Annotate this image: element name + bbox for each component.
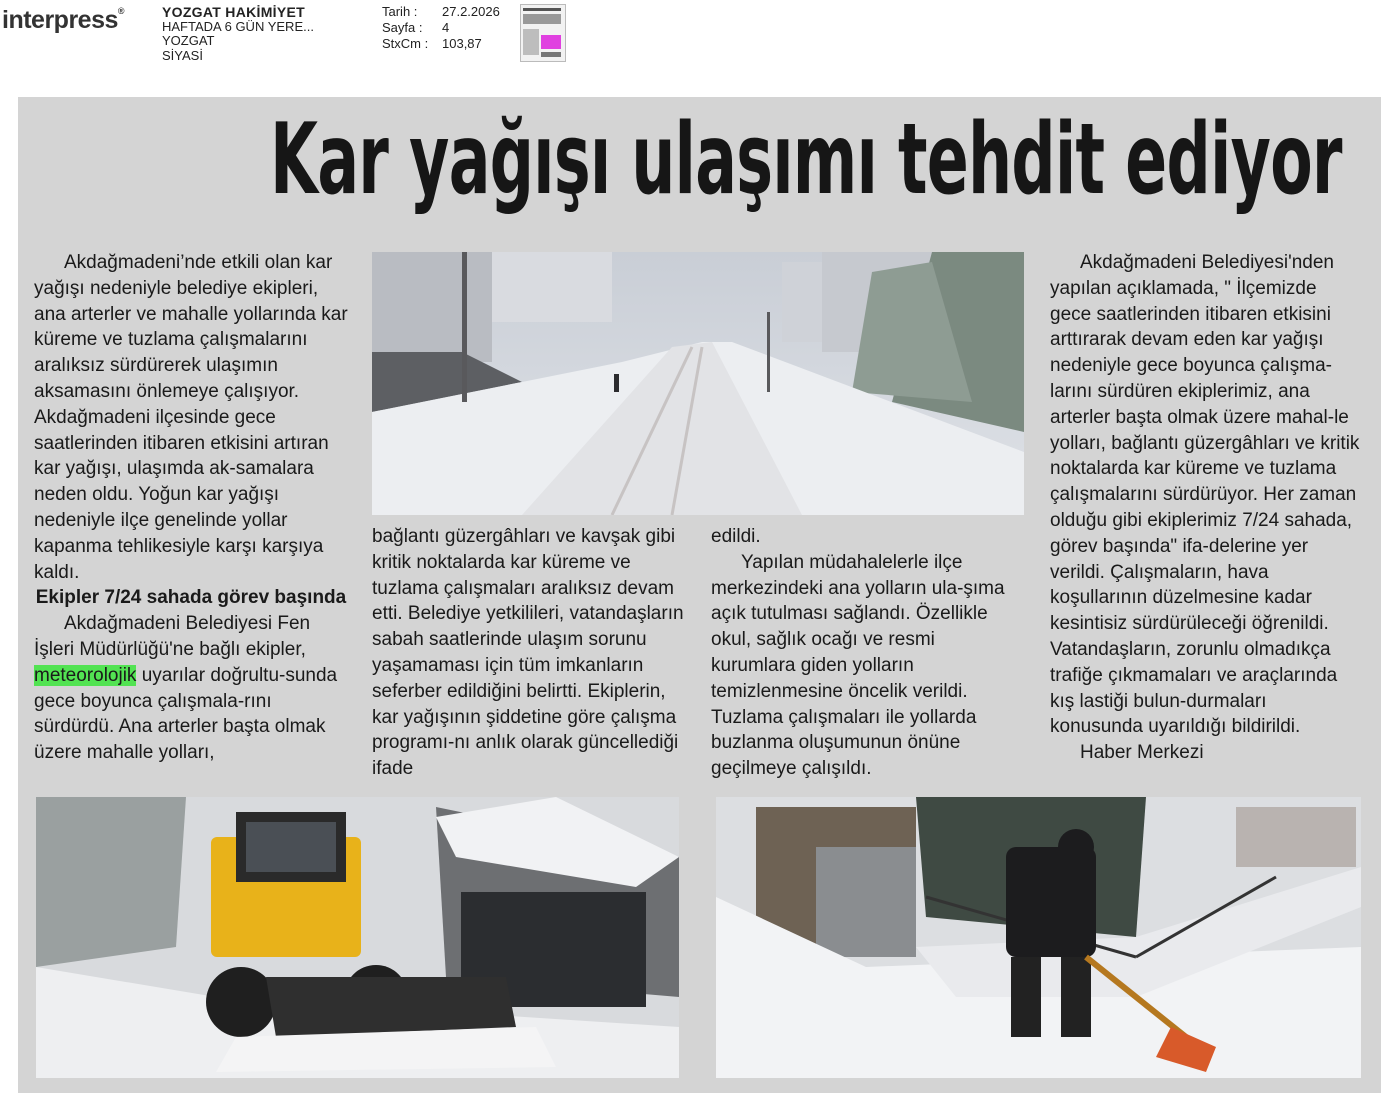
article-column-3 <box>711 524 1021 782</box>
highlighted-keyword: meteorolojik <box>34 664 137 686</box>
clipping-header <box>0 0 1381 90</box>
paper-frequency: HAFTADA 6 GÜN YERE... <box>162 18 314 34</box>
page-value: 4 <box>442 20 450 35</box>
paragraph: edildi. <box>711 526 761 547</box>
article-column-1 <box>34 250 348 766</box>
page-label: Sayfa : <box>382 20 423 35</box>
paragraph: Akdağmadeni Belediyesi'nden yapılan açıklamada, " İlçemizde gece saatlerinden itibaren etkisini arttırarak devam eden kar yağışı nedeniyle gece boyunca çalışma-larını sürdüren ekiplerimiz, ana arterler başta olmak üzere mahal-le yolları, bağlantı güzergâhları ve kritik noktalarda kar küreme ve tuzlama çalışmalarını sürdürüyor. Her zaman olduğu gibi ekiplerimiz 7/24 sahada, görev başında" ifa-delerine yer verildi. Çalışmaların, hava koşullarının düzelmesine kadar kesintisiz sürdürüleceği öğrenildi. Vatandaşların, zorunlu olmadıkça trafiğe çıkmamaları ve araçlarında kış lastiği bulun-durmaları konusunda uyarıldığı bildirildi. <box>1050 252 1360 738</box>
paper-city: YOZGAT <box>162 33 215 48</box>
paper-category: SİYASİ <box>162 47 203 63</box>
snowy-street-photo <box>372 252 1024 515</box>
snow-shoveling-photo <box>716 797 1361 1078</box>
article-column-2 <box>372 524 684 782</box>
date-label: Tarih : <box>382 4 418 19</box>
page-row <box>382 20 500 36</box>
paper-name: YOZGAT HAKİMİYET <box>162 4 305 20</box>
clipping-info <box>382 4 500 52</box>
paragraph: Yapılan müdahalelerle ilçe merkezindeki ana yolların ula-şıma açık tutulması sağlandı. Özellikle okul, sağlık ocağı ve resmi kurumlara giden yolların temizlenmesine öncelik verildi. Tuzlama çalışmaları ile yollarda buzlanma oluşumunun önüne geçilmeye çalışıldı. <box>711 551 1005 780</box>
stxcm-value: 103,87 <box>442 36 482 51</box>
subheading: Ekipler 7/24 sahada görev başında <box>35 587 347 609</box>
paragraph: Akdağmadeni Belediyesi Fen İşleri Müdürlüğü'ne bağlı ekipler, meteorolojik uyarılar doğrultu-sunda gece boyunca çalışmala-rını sürdürdü. Ana arterler başta olmak üzere mahalle yolları, <box>34 613 338 764</box>
paragraph: Akdağmadeni’nde etkili olan kar yağışı nedeniyle belediye ekipleri, ana arterler ve mahalle yollarında kar küreme ve tuzlama çalışmalarını aralıksız sürdürerek ulaşımın aksamasını önlemeye çalışıyor. Akdağmadeni ilçesinde gece saatlerinden itibaren etkisini artıran kar yağışı, ulaşımda ak-samalara neden oldu. Yoğun kar yağışı nedeniyle ilçe genelinde yollar kapanma tehlikesiyle karşı karşıya kaldı. <box>34 252 348 583</box>
snow-plow-photo <box>36 797 679 1078</box>
date-row <box>382 4 500 20</box>
registered-mark: ® <box>117 6 125 16</box>
date-value: 27.2.2026 <box>442 4 500 19</box>
article-clipping <box>18 97 1381 1093</box>
byline: Haber Merkezi <box>1080 742 1204 764</box>
interpress-logo: interpress® <box>2 6 125 34</box>
article-column-4 <box>1050 250 1362 766</box>
paper-meta <box>162 5 314 63</box>
stxcm-label: StxCm : <box>382 36 429 51</box>
paragraph: bağlantı güzergâhları ve kavşak gibi kritik noktalarda kar küreme ve tuzlama çalışmaları aralıksız devam etti. Belediye yetkilileri, vatandaşların sabah saatlerinde ulaşım sorunu yaşamaması için tüm imkanların seferber edildiğini belirtti. Ekiplerin, kar yağışının şiddetine göre çalışma programı-nı anlık olarak güncellediği ifade <box>372 526 684 780</box>
headline: Kar yağışı ulaşımı tehdit ediyor <box>270 103 1342 217</box>
stxcm-row <box>382 36 500 52</box>
page-thumbnail[interactable] <box>520 4 566 62</box>
